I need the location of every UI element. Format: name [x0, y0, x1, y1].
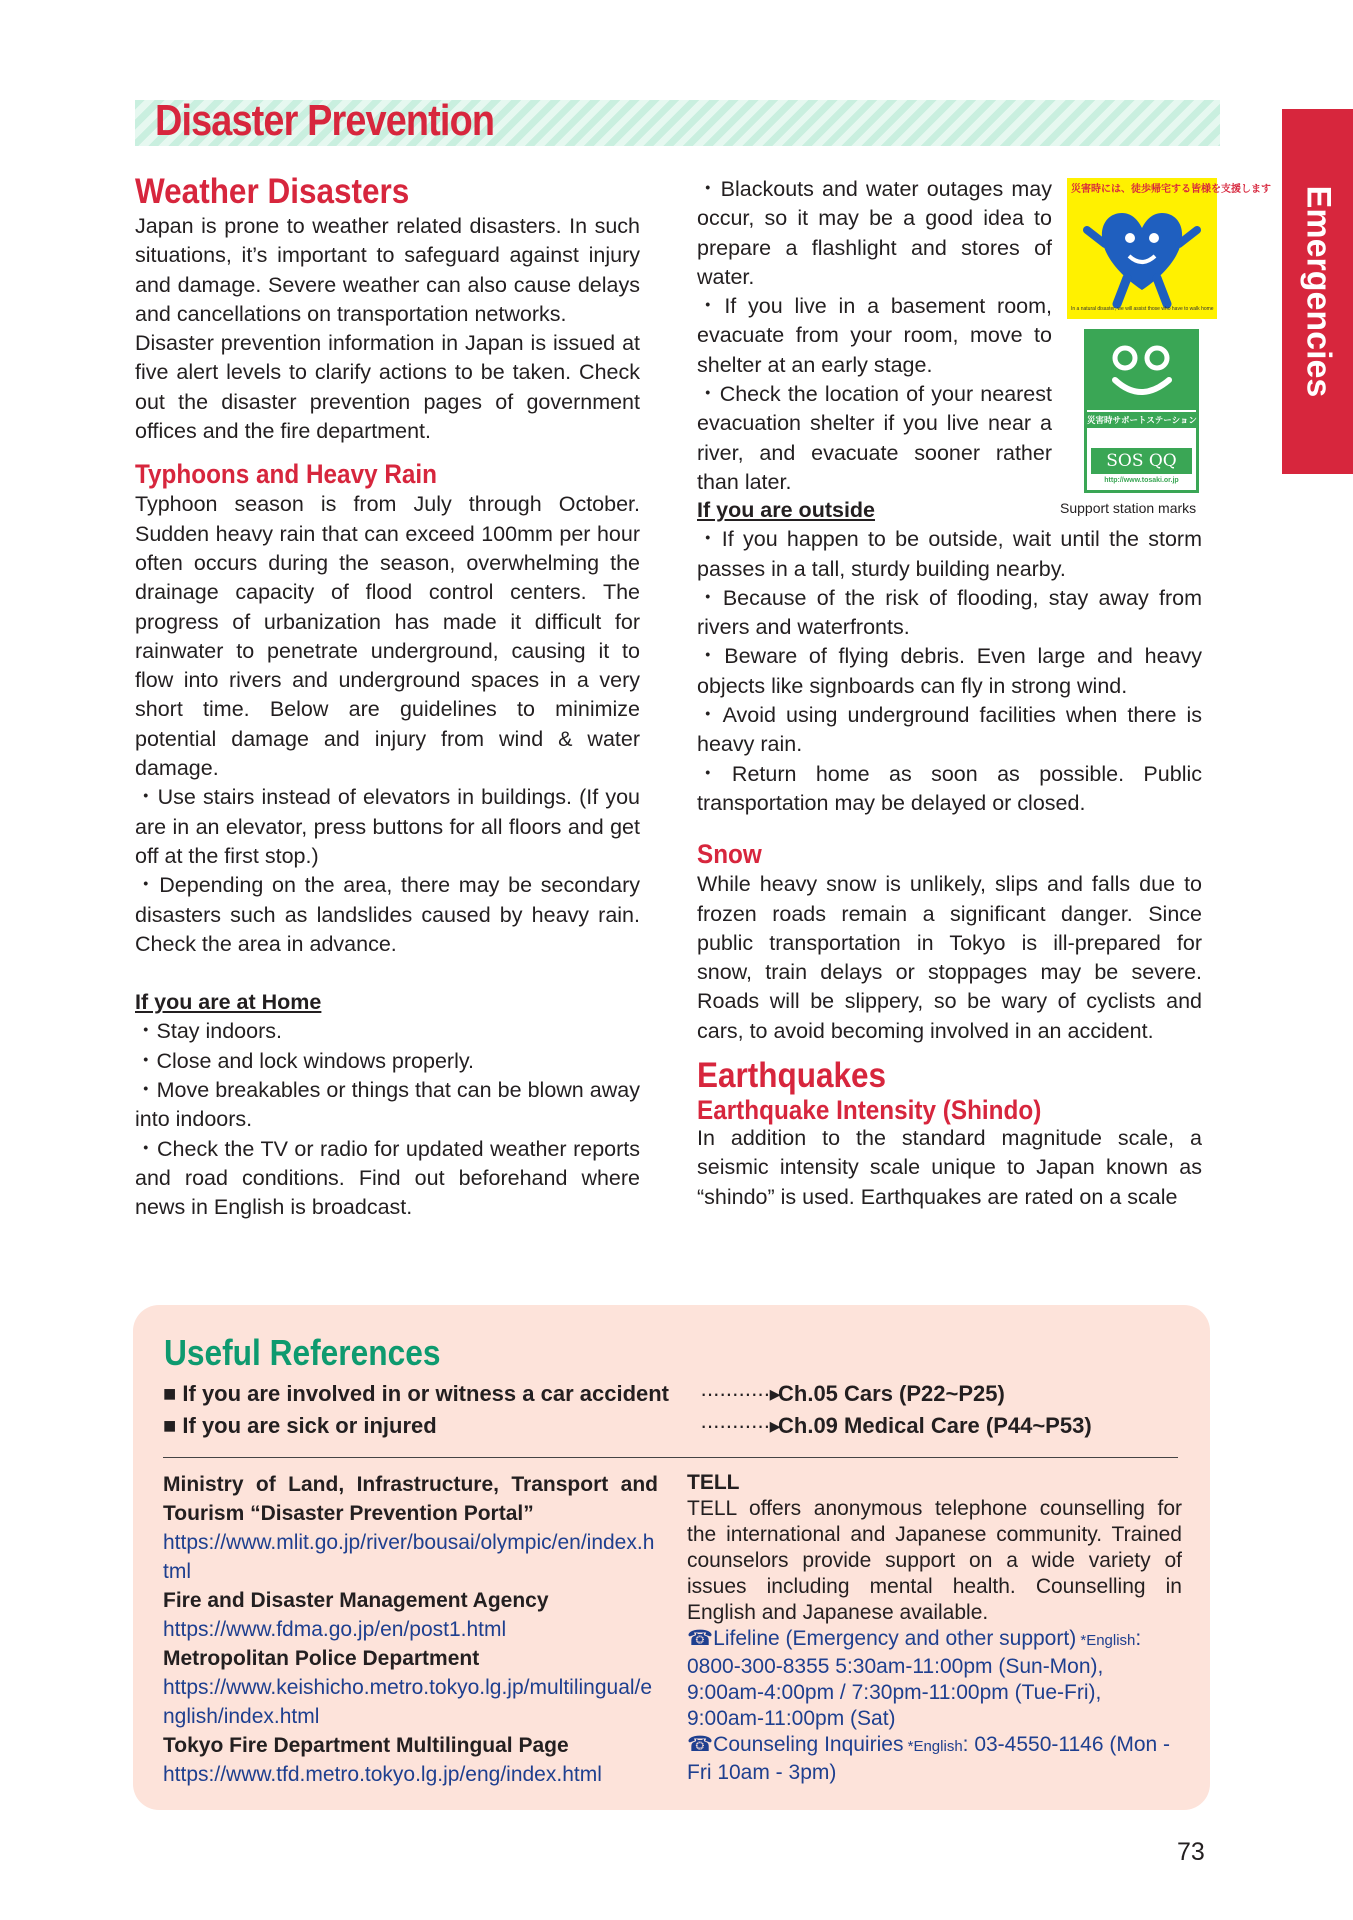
outside-subheading: If you are outside [697, 498, 876, 522]
walk-home-support-mark [1067, 178, 1271, 319]
outside-bullet: ・Because of the risk of flooding, stay away from rivers and waterfronts. [697, 585, 1202, 640]
tell-lifeline [687, 1626, 1182, 1732]
references-divider [163, 1457, 1178, 1458]
weather-paragraph-1: Japan is prone to weather related disasters. In such situations, it’s important to safeguard against injury and damage. Severe weather can also cause delays and cancellations on transportation networks. [135, 214, 640, 326]
outside-bullet: ・Avoid using underground facilities when there is heavy rain. [697, 703, 1202, 757]
agency-url[interactable]: https://www.fdma.go.jp/en/post1.html [163, 1618, 507, 1641]
references-agencies [163, 1470, 658, 1789]
home-bullet: ・Stay indoors. [135, 1019, 282, 1044]
agency-url[interactable]: https://www.keishicho.metro.tokyo.lg.jp/multilingual/english/index.html [163, 1676, 653, 1728]
page-number: 73 [1177, 1838, 1205, 1866]
outside-bullet: ・If you happen to be outside, wait until the storm passes in a tall, sturdy building nearby. [697, 527, 1202, 581]
badge-english-small-text: In a natural disaster, we will assist those who have to walk home [1071, 306, 1214, 312]
outside-bullet: ・Return home as soon as possible. Public transportation may be delayed or closed. [697, 761, 1202, 815]
snow-paragraph: While heavy snow is unlikely, slips and falls due to frozen roads remain a significant danger. Since public transportation in Tokyo is ill-prepared for snow, train delays or stoppages may be severe. Roads will be slippery, so be wary of cyclists and cars, to avoid becoming involved in an accident. [697, 872, 1202, 1043]
reference-car-accident [163, 1381, 669, 1407]
dotted-arrow-icon: ···········▸ [700, 1381, 780, 1406]
shindo-heading: Earthquake Intensity (Shindo) [697, 1095, 1042, 1126]
badge-station-title: 災害時サポートステーション [1087, 412, 1196, 428]
reference-sick-injured [163, 1413, 437, 1439]
section-side-tab [1282, 109, 1353, 474]
useful-references-heading: Useful References [164, 1332, 441, 1373]
agency-url[interactable]: https://www.mlit.go.jp/river/bousai/olympic/en/index.html [163, 1531, 655, 1583]
right-column-top [697, 175, 1052, 497]
snow-heading: Snow [697, 839, 762, 870]
right-column-bottom [697, 496, 1202, 1212]
left-column [135, 172, 640, 1223]
sos-support-station-mark [1084, 329, 1199, 493]
lifeline-hours: : 0800-300-8355 5:30am-11:00pm (Sun-Mon), 9:00am-4:00pm / 7:30pm-11:00pm (Tue-Fri), 9:00am-11:00pm (Sat) [687, 1627, 1142, 1730]
tell-name: TELL [687, 1471, 740, 1494]
badge-url: http://www.tosaki.or.jp [1104, 477, 1179, 484]
badge-sos-text: SOS QQ [1091, 448, 1192, 474]
earthquakes-heading: Earthquakes [697, 1056, 887, 1096]
references-tell [687, 1470, 1182, 1786]
weather-paragraph-2: Disaster prevention information in Japan is issued at five alert levels to clarify actions to be taken. Check out the disaster prevention pages of government offices and the fire department. [135, 331, 640, 444]
home-bullet: ・Blackouts and water outages may occur, so it may be a good idea to prepare a flashlight and stores of water. [697, 177, 1052, 289]
reference-label: ■ If you are involved in or witness a car accident [163, 1381, 670, 1406]
page-title: Disaster Prevention [155, 96, 495, 145]
reference-chapter-link[interactable]: Ch.09 Medical Care (P44~P53) [778, 1413, 1092, 1438]
home-bullet: ・Move breakables or things that can be blown away into indoors. [135, 1078, 640, 1132]
english-note: *English [1076, 1632, 1136, 1649]
outside-bullet: ・Beware of flying debris. Even large and heavy objects like signboards can fly in strong wind. [697, 644, 1202, 698]
tell-counseling [687, 1732, 1182, 1786]
shindo-paragraph: In addition to the standard magnitude scale, a seismic intensity scale unique to Japan known as “shindo” is used. Earthquakes are rated on a scale [697, 1126, 1202, 1209]
phone-icon-counseling-label: ☎Counseling Inquiries [687, 1733, 904, 1756]
english-note: *English [903, 1738, 963, 1755]
typhoon-paragraph: Typhoon season is from July through October. Sudden heavy rain that can exceed 100mm per hour often occurs during the season, overwhelming the drainage capacity of flood control centers. The progress of urbanization has made it difficult for rainwater to penetrate underground, causing it to flow into rivers and underground spaces in a very short time. Below are guidelines to minimize potential damage and injury from wind & water damage. [135, 492, 640, 781]
agency-name: Fire and Disaster Management Agency [163, 1589, 549, 1612]
badge-japanese-text: 災害時には、徒歩帰宅する皆様を支援します [1071, 184, 1271, 195]
agency-name: Metropolitan Police Department [163, 1647, 480, 1670]
agency-name: Ministry of Land, Infrastructure, Transport and Tourism “Disaster Prevention Portal” [163, 1473, 658, 1525]
dotted-arrow-icon: ···········▸ [700, 1413, 780, 1438]
home-bullet: ・If you live in a basement room, evacuate from your room, move to shelter at an early stage. [697, 294, 1052, 377]
agency-name: Tokyo Fire Department Multilingual Page [163, 1734, 569, 1757]
badge-caption: Support station marks [1060, 500, 1197, 516]
home-bullet: ・Check the location of your nearest evacuation shelter if you live near a river, and evacuate sooner rather than later. [697, 382, 1052, 494]
typhoon-heading: Typhoons and Heavy Rain [135, 459, 438, 490]
home-bullet: ・Close and lock windows properly. [135, 1048, 474, 1073]
support-station-logo-icon [1087, 332, 1196, 410]
typhoon-bullet: ・Use stairs instead of elevators in buildings. (If you are in an elevator, press buttons for all floors and get off at the first stop.) [135, 785, 640, 868]
home-bullet: ・Check the TV or radio for updated weather reports and road conditions. Find out beforehand where news in English is broadcast. [135, 1136, 640, 1220]
typhoon-bullet: ・Depending on the area, there may be secondary disasters such as landslides caused by heavy rain. Check the area in advance. [135, 873, 640, 956]
side-tab-label: Emergencies [1299, 185, 1338, 398]
reference-chapter-link[interactable]: Ch.05 Cars (P22~P25) [778, 1381, 1005, 1406]
weather-disasters-heading: Weather Disasters [135, 172, 410, 211]
tell-description: TELL offers anonymous telephone counselling for the international and Japanese community. Trained counselors provide support on a wide variety of issues including mental health. Counselling in English and Japanese available. [687, 1497, 1182, 1624]
phone-icon-lifeline-label: ☎Lifeline (Emergency and other support) [687, 1627, 1077, 1650]
agency-url[interactable]: https://www.tfd.metro.tokyo.lg.jp/eng/index.html [163, 1763, 602, 1786]
home-subheading: If you are at Home [135, 990, 322, 1015]
heart-character-icon [1067, 178, 1271, 319]
counseling-info: : 03-4550-1146 (Mon - Fri 10am - 3pm) [687, 1733, 1171, 1784]
reference-label: ■ If you are sick or injured [163, 1413, 437, 1438]
